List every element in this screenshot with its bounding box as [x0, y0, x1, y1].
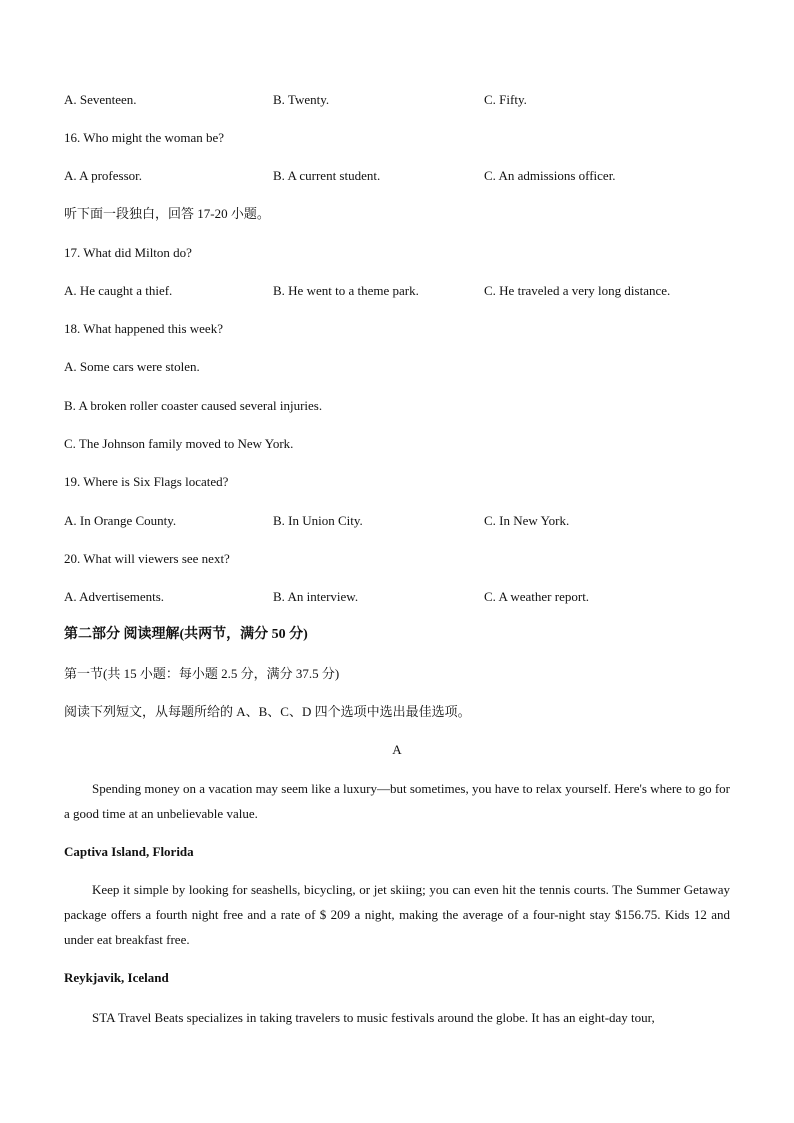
- q20-question: 20. What will viewers see next?: [64, 551, 230, 566]
- paragraph-captiva-island: Keep it simple by looking for seashells, bicycling, or jet skiing; you can even hit the tennis courts. The Summer Getaway package offers a fourth night free and a rate of $ 209 a night, making the average of a four-night stay $156.75. Kids 12 and under eat breakfast free.: [64, 882, 730, 947]
- q16-option-c: C. An admissions officer.: [484, 168, 616, 183]
- q19-question: 19. Where is Six Flags located?: [64, 474, 229, 489]
- q16-question: 16. Who might the woman be?: [64, 130, 225, 145]
- q18-option-b: B. A broken roller coaster caused several injuries.: [64, 398, 323, 413]
- q16-option-a: A. A professor.: [64, 168, 142, 183]
- heading-reykjavik: Reykjavik, Iceland: [64, 970, 169, 985]
- passage-a-intro: Spending money on a vacation may seem like a luxury—but sometimes, you have to relax yourself. Here's where to go for a good time at an unbelievable value.: [64, 781, 730, 821]
- q20-option-a: A. Advertisements.: [64, 589, 165, 604]
- q15-option-b: B. Twenty.: [273, 92, 330, 107]
- q20-option-c: C. A weather report.: [484, 589, 590, 604]
- part2-instruction: 阅读下列短文，从每题所给的 A、B、C、D 四个选项中选出最佳选项。: [64, 704, 471, 719]
- q16-options: [64, 168, 744, 184]
- q17-option-b: B. He went to a theme park.: [273, 283, 419, 298]
- q15-option-a: A. Seventeen.: [64, 92, 137, 107]
- q15-options: [64, 92, 744, 108]
- q19-option-c: C. In New York.: [484, 513, 570, 528]
- q17-option-a: A. He caught a thief.: [64, 283, 173, 298]
- instruction-17-20: 听下面一段独白，回答 17-20 小题。: [64, 206, 270, 221]
- q18-option-c: C. The Johnson family moved to New York.: [64, 436, 294, 451]
- passage-a-label: A: [392, 742, 402, 757]
- q17-question: 17. What did Milton do?: [64, 245, 192, 260]
- q17-options: [64, 283, 744, 299]
- q16-option-b: B. A current student.: [273, 168, 381, 183]
- q19-option-b: B. In Union City.: [273, 513, 363, 528]
- q19-option-a: A. In Orange County.: [64, 513, 177, 528]
- part2-title: 第二部分 阅读理解(共两节，满分 50 分): [64, 627, 308, 642]
- q17-option-c: C. He traveled a very long distance.: [484, 283, 671, 298]
- q19-options: [64, 513, 744, 529]
- q20-options: [64, 589, 744, 605]
- q15-option-c: C. Fifty.: [484, 92, 527, 107]
- heading-captiva-island: Captiva Island, Florida: [64, 844, 194, 859]
- q20-option-b: B. An interview.: [273, 589, 359, 604]
- q18-option-a: A. Some cars were stolen.: [64, 359, 200, 374]
- q18-question: 18. What happened this week?: [64, 321, 223, 336]
- paragraph-reykjavik: STA Travel Beats specializes in taking travelers to music festivals around the globe. It has an eight-day tour,: [92, 1010, 655, 1025]
- part2-section1: 第一节(共 15 小题：每小题 2.5 分，满分 37.5 分): [64, 666, 340, 681]
